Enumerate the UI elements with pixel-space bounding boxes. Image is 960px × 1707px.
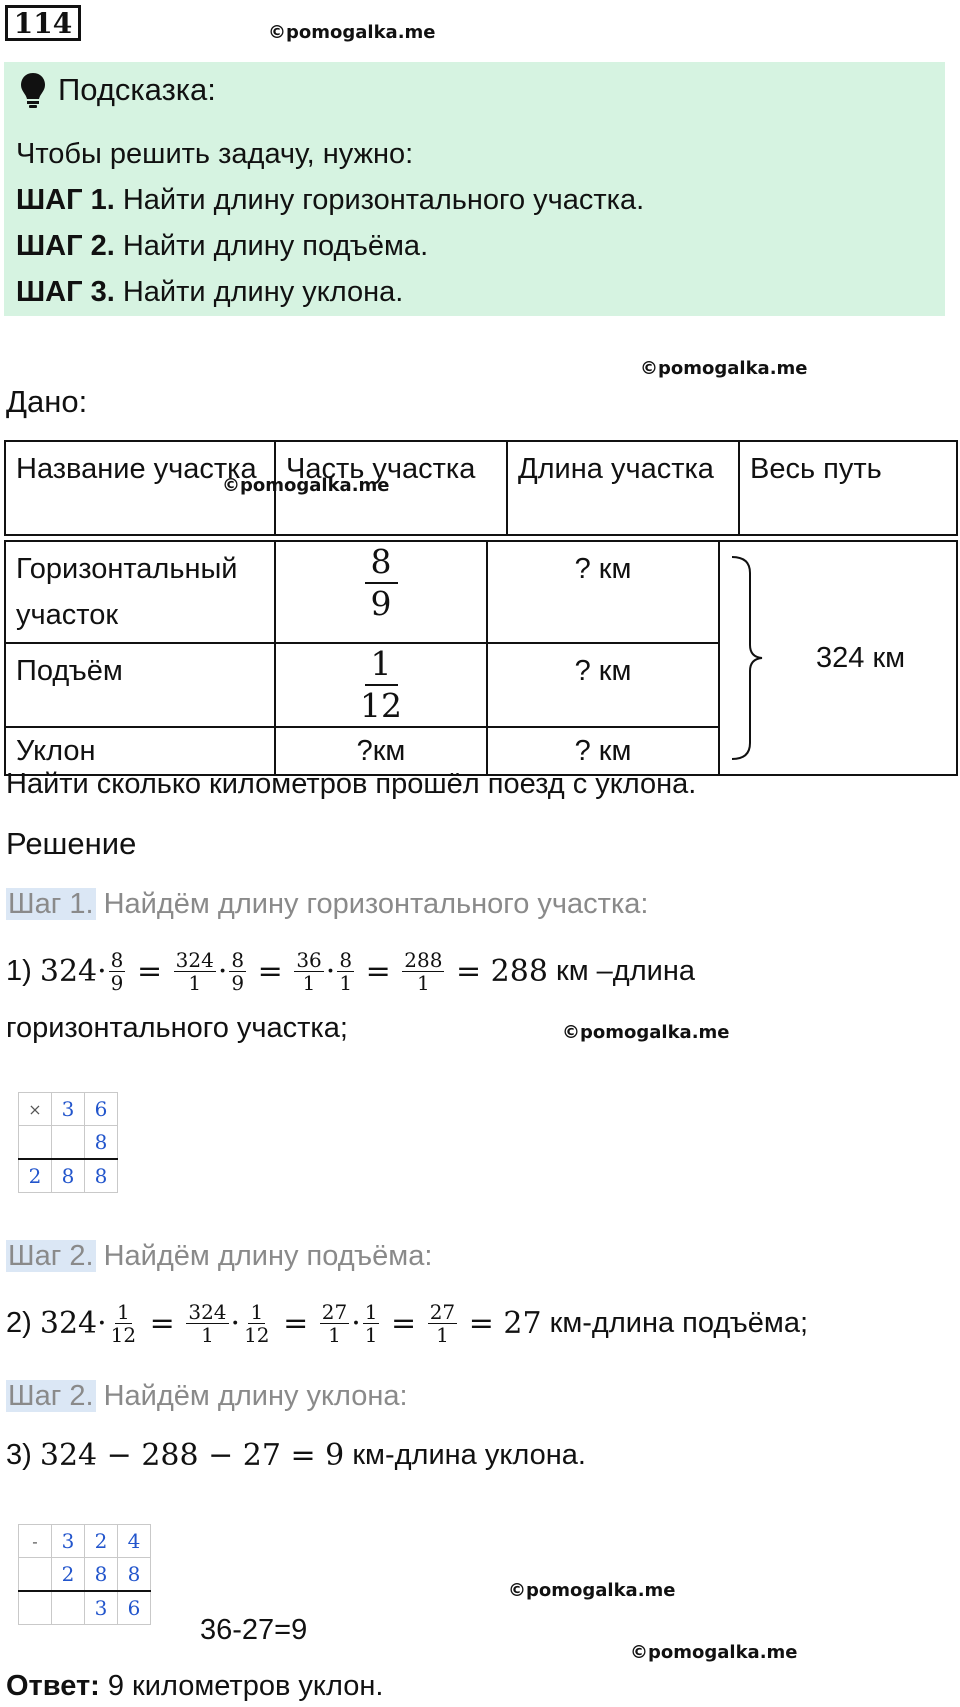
step2-equation: 2) 324 · $\frac{1}{12}$ = $\frac{324}{1}$ · $\frac{1}{12}$ = $\frac{27}{1}$ · $\frac{1}{1}$ = $\frac{27}{1}$ = 27 км-длина подъёма; [6,1299,809,1347]
row-name: Горизонтальный участок [5,541,275,643]
solution-title: Решение [6,826,137,861]
row-name: Уклон [5,727,275,775]
brace-icon [730,553,766,763]
total-cell [719,541,957,775]
watermark: ©pomogalka.me [508,1580,676,1601]
total-value: 324 км [816,642,906,674]
step3-equation: 3) 324 − 288 − 27 = 9 км-длина уклона. [6,1437,586,1473]
hint-step-3: ШАГ 3. Найти длину уклона. [16,276,404,308]
given-header-table [4,440,958,536]
answer: Ответ: 9 километров уклон. [6,1670,384,1702]
multiplication-grid: × 3 6 8 2 8 8 [18,1092,118,1193]
row-length: ? км [487,541,719,643]
row-length: ? км [487,727,719,775]
step3-heading: Шаг 2. Найдём длину уклона: [8,1380,408,1412]
hint-intro: Чтобы решить задачу, нужно: [16,138,414,170]
row-length: ? км [487,643,719,727]
row-name: Подъём [5,643,275,727]
header-part: Часть участка [275,441,507,535]
watermark: ©pomogalka.me [268,22,436,43]
subtraction-grid: - 3 2 4 2 8 8 3 6 [18,1524,151,1625]
hint-step-1: ШАГ 1. Найти длину горизонтального участка. [16,184,645,216]
given-body-table [4,540,958,776]
header-total: Весь путь [739,441,957,535]
task-number: 114 [5,5,81,41]
side-calc: 36-27=9 [200,1614,308,1646]
watermark: ©pomogalka.me [222,475,390,496]
step1-line2: горизонтального участка; [6,1012,348,1044]
row-part: 8 9 [275,541,487,643]
hint-title: Подсказка: [58,72,216,107]
step2-heading: Шаг 2. Найдём длину подъёма: [8,1240,433,1272]
watermark: ©pomogalka.me [630,1642,798,1663]
step1-heading: Шаг 1. Найдём длину горизонтального участка: [8,888,649,920]
row-part: ?км [275,727,487,775]
watermark: ©pomogalka.me [562,1022,730,1043]
given-question: Найти сколько километров прошёл поезд с уклона. [6,768,697,800]
header-name: Название участка [5,441,275,535]
header-length: Длина участка [507,441,739,535]
given-title: Дано: [6,384,88,419]
step1-equation: 1) 324 · $\frac{8}{9}$ = $\frac{324}{1}$ · $\frac{8}{9}$ = $\frac{36}{1}$ · $\frac{8}{1}$ = $\frac{288}{1}$ = 288 км –длина [6,947,695,995]
watermark: ©pomogalka.me [640,358,808,379]
hint-step-2: ШАГ 2. Найти длину подъёма. [16,230,429,262]
row-part: 1 12 [275,643,487,727]
lightbulb-icon [20,72,46,113]
